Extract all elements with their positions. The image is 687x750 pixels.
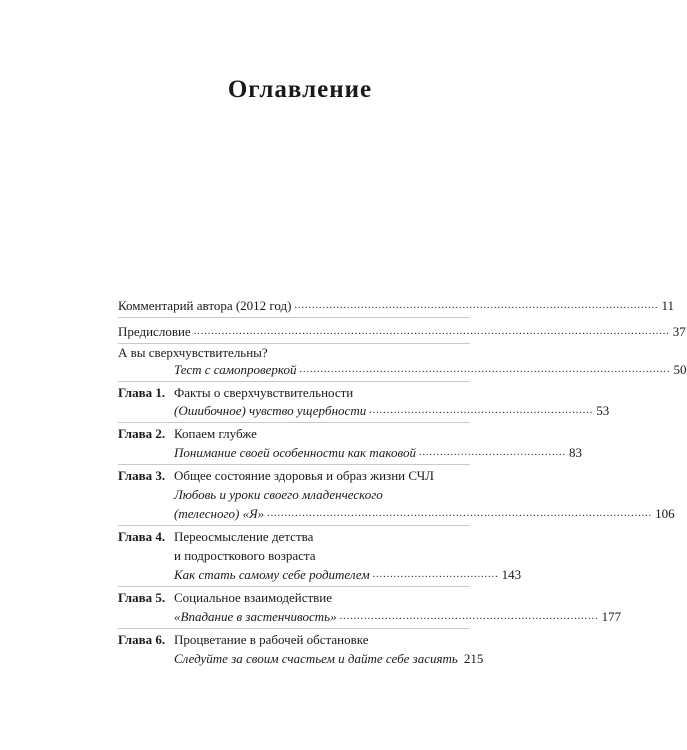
entry-subtitle: Как стать самому себе родителем — [174, 567, 370, 582]
entry-title: Комментарий автора (2012 год) — [118, 298, 292, 313]
entry-title: Переосмысление детства — [174, 529, 314, 544]
divider — [118, 628, 470, 629]
entry-title: Процветание в рабочей обстановке — [174, 632, 369, 647]
entry-subtitle: «Впадание в застенчивость» — [174, 609, 337, 624]
page-number: 50 — [673, 362, 687, 377]
chapter-label: Глава 4. — [118, 529, 166, 544]
divider — [118, 381, 470, 382]
toc-entry-chapter-6[interactable] — [118, 649, 484, 669]
toc-entry-chapter-3-heading — [118, 466, 470, 486]
toc-entry-chapter-3-subtitle — [118, 485, 470, 505]
entry-title: А вы сверхчувствительны? — [118, 345, 268, 360]
toc-entry-chapter-4[interactable] — [118, 565, 522, 585]
divider — [118, 317, 470, 318]
entry-subtitle: Следуйте за своим счастьем и дайте себе засиять — [174, 651, 458, 666]
page-number: 106 — [655, 506, 675, 521]
page-number: 177 — [601, 609, 622, 624]
entry-title: Факты о сверхчувствительности — [174, 385, 354, 400]
chapter-label: Глава 6. — [118, 632, 166, 647]
leader-dots: ........................................................................................................ — [294, 300, 659, 311]
page-number: 53 — [596, 403, 610, 418]
chapter-label: Глава 2. — [118, 426, 166, 441]
toc-entry-chapter-1-heading — [118, 383, 470, 403]
toc-entry-chapter-1[interactable] — [118, 401, 610, 421]
leader-dots: ........................................................................................................................................ — [193, 326, 670, 337]
toc-entry-chapter-2[interactable] — [118, 443, 582, 463]
leader-dots: .......................................... — [418, 447, 566, 458]
entry-subtitle: Любовь и уроки своего младенческого — [174, 487, 383, 502]
entry-title: Общее состояние здоровья и образ жизни СЧЛ — [174, 468, 434, 483]
chapter-label: Глава 3. — [118, 468, 166, 483]
divider — [118, 422, 470, 423]
toc-entry-chapter-6-heading — [118, 630, 470, 650]
entry-subtitle: Тест с самопроверкой — [174, 362, 297, 377]
leader-dots: .................................... — [372, 569, 499, 580]
leader-dots: ................................................................ — [369, 405, 594, 416]
entry-title: Копаем глубже — [174, 426, 257, 441]
toc-entry-chapter-5[interactable] — [118, 607, 622, 627]
divider — [118, 525, 470, 526]
entry-title: и подросткового возраста — [174, 548, 316, 563]
page-number: 143 — [501, 567, 522, 582]
page-title: Оглавление — [227, 76, 373, 103]
toc-entry-self-test[interactable] — [118, 360, 687, 380]
toc-entry-chapter-2-heading — [118, 424, 470, 444]
toc-entry-chapter-5-heading — [118, 588, 470, 608]
chapter-label: Глава 5. — [118, 590, 166, 605]
toc-entry-chapter-4-heading — [118, 527, 470, 547]
leader-dots: .......................................................................... — [339, 611, 599, 622]
entry-subtitle: (Ошибочное) чувство ущербности — [174, 403, 367, 418]
entry-title: Предисловие — [118, 324, 191, 339]
toc-entry-author-comment[interactable] — [118, 296, 675, 316]
divider — [118, 464, 470, 465]
leader-dots: .......................................................................................................... — [299, 364, 671, 375]
toc-entry-chapter-3[interactable] — [118, 504, 675, 524]
toc-entry-preface[interactable] — [118, 322, 686, 342]
entry-subtitle: (телесного) «Я» — [174, 506, 265, 521]
chapter-label: Глава 1. — [118, 385, 166, 400]
entry-title: Социальное взаимодействие — [174, 590, 333, 605]
page-number: 83 — [568, 445, 582, 460]
page-number: 37 — [672, 324, 686, 339]
entry-subtitle: Понимание своей особенности как таковой — [174, 445, 416, 460]
divider — [118, 586, 470, 587]
leader-dots: .............................................................................................................. — [267, 508, 653, 519]
page-number: 215 — [463, 651, 484, 666]
toc-entry-chapter-4-title-cont — [118, 546, 470, 566]
page-number: 11 — [661, 298, 675, 313]
